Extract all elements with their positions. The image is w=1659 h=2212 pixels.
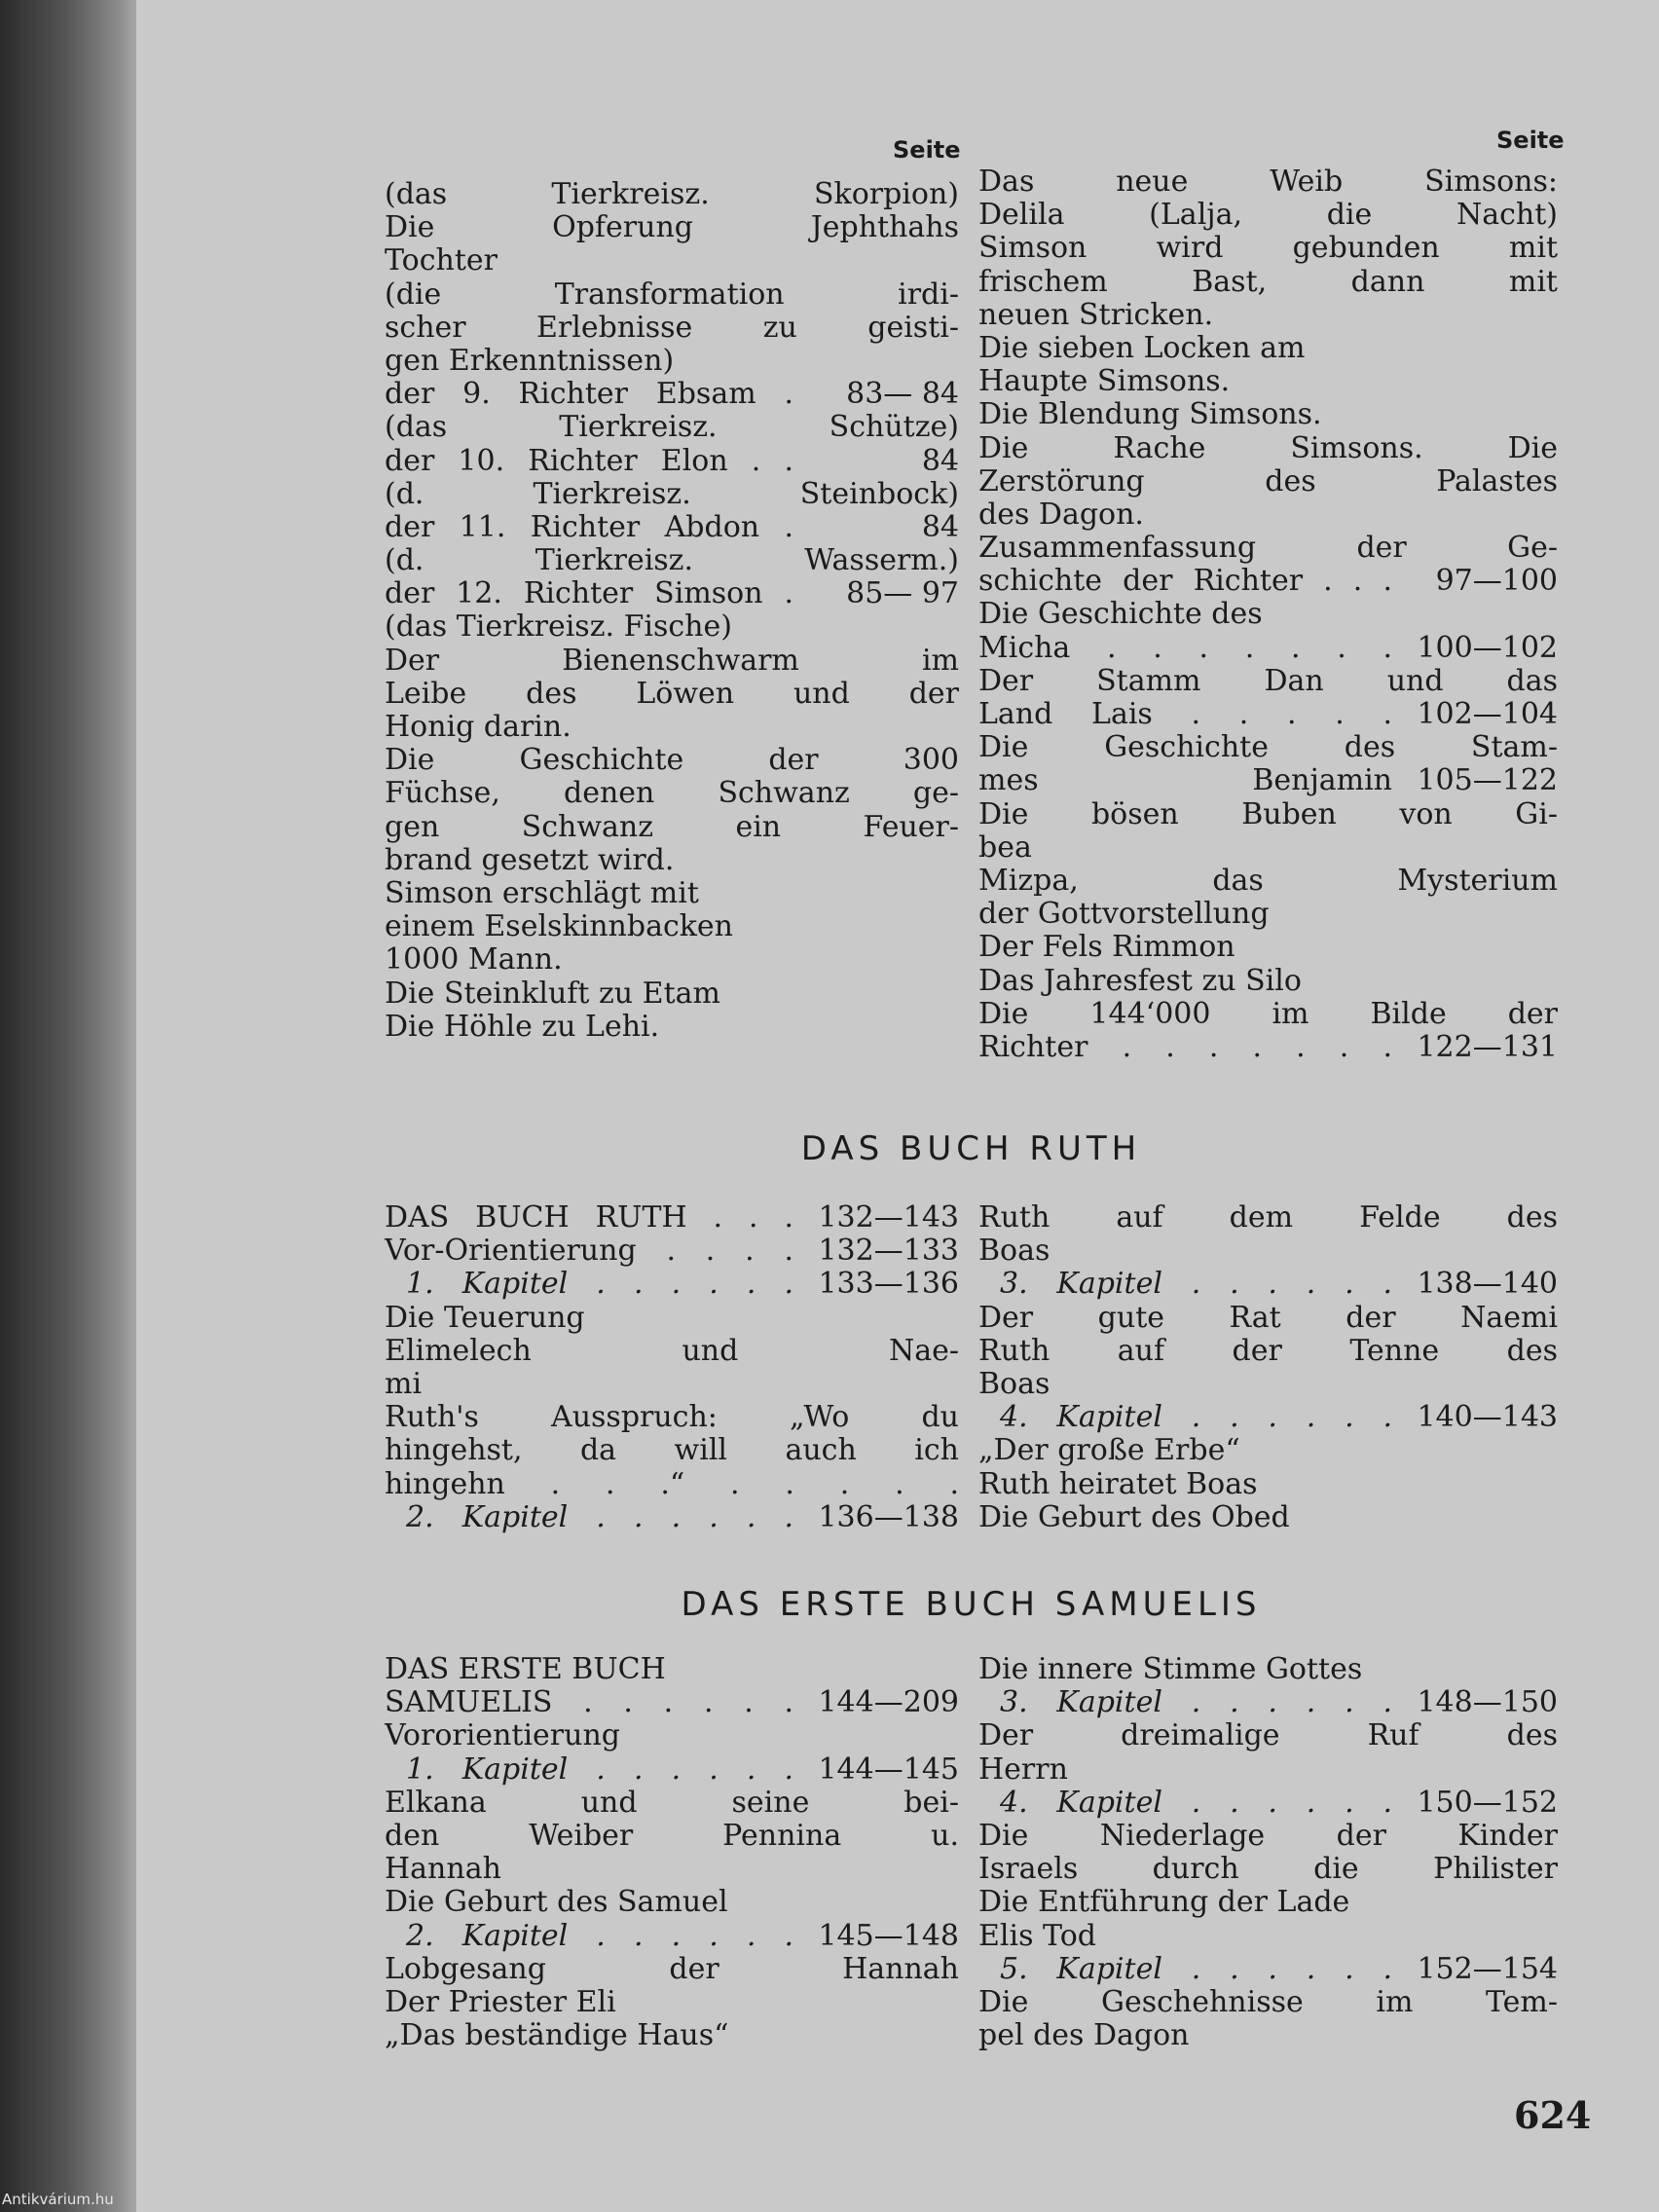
toc-entry: [978, 1787, 1558, 1820]
toc-entry: [385, 577, 959, 610]
toc-entry-text: Leibe des Löwen und der: [385, 677, 959, 711]
toc-entry-text: Die 144‘000 im Bilde der: [978, 997, 1558, 1031]
toc-entry: [978, 1335, 1558, 1368]
toc-entry-text: DAS BUCH RUTH . . .: [385, 1201, 793, 1235]
toc-entry: [978, 1753, 1558, 1787]
toc-entry-text: Honig darin.: [385, 711, 571, 744]
toc-entry-text: 5. Kapitel . . . . . .: [1000, 1952, 1392, 1986]
toc-entry-pages: 83— 84: [846, 377, 959, 412]
toc-entry-text: (das Tierkreisz. Fische): [385, 610, 732, 645]
toc-entry: [385, 610, 959, 644]
toc-entry: [978, 731, 1558, 764]
toc-entry: [385, 1268, 959, 1301]
toc-entry-text: Elkana und seine bei-: [385, 1786, 959, 1820]
toc-ruth-right: [978, 1201, 1558, 1534]
toc-entry: [978, 698, 1558, 731]
toc-entry: [978, 1920, 1558, 1953]
section-heading-ruth: DAS BUCH RUTH: [800, 1129, 1142, 1168]
toc-entry: [978, 565, 1558, 598]
toc-entry-pages: 84: [921, 509, 959, 544]
toc-entry-text: Die sieben Locken am: [978, 331, 1306, 365]
toc-entry: [385, 1719, 959, 1752]
seite-label-right: Seite: [1496, 127, 1565, 154]
toc-entry-text: 4. Kapitel . . . . . .: [1000, 1401, 1392, 1435]
toc-entry-pages: 100—102: [1417, 630, 1558, 665]
toc-entry-text: Elimelech und Nae-: [385, 1334, 959, 1368]
toc-entry-text: schichte der Richter . . .: [978, 565, 1392, 599]
toc-entry-text: 1. Kapitel . . . . . .: [406, 1752, 793, 1787]
toc-entry-text: (das Tierkreisz. Skorpion): [385, 178, 959, 211]
toc-entry-text: Tochter: [385, 244, 498, 278]
toc-entry-text: der Gottvorstellung: [978, 898, 1270, 932]
toc-entry: [978, 266, 1558, 299]
toc-entry-text: Die Geschichte des Stam-: [978, 731, 1558, 765]
toc-entry-text: Richter . . . . . . .: [978, 1030, 1392, 1064]
toc-entry: [978, 398, 1558, 431]
toc-entry-text: Zerstörung des Palastes: [978, 464, 1558, 498]
toc-entry-text: Micha . . . . . . .: [978, 631, 1392, 665]
toc-samuel-right: [978, 1653, 1558, 2052]
toc-entry-text: Der Bienenschwarm im: [385, 644, 959, 678]
toc-entry-text: mes Benjamin: [978, 764, 1392, 798]
toc-entry-pages: 133—136: [818, 1267, 959, 1302]
toc-entry-text: Elis Tod: [978, 1919, 1096, 1953]
toc-entry: [978, 1201, 1558, 1235]
toc-ruth-left: [385, 1201, 959, 1534]
toc-entry: [385, 1653, 959, 1686]
toc-entry: [385, 977, 959, 1011]
toc-entry-text: Land Lais . . . . .: [978, 698, 1392, 731]
toc-entry-pages: 132—143: [818, 1200, 959, 1235]
toc-entry: [978, 898, 1558, 931]
toc-entry-text: 2. Kapitel . . . . . .: [406, 1919, 793, 1953]
toc-entry-text: Hannah: [385, 1853, 501, 1887]
toc-entry-text: hingehst, da will auch ich: [385, 1434, 959, 1468]
toc-entry-text: Der Fels Rimmon: [978, 931, 1235, 965]
toc-entry-text: SAMUELIS . . . . . .: [385, 1686, 793, 1720]
toc-entry: [978, 1368, 1558, 1401]
toc-entry-text: Die Geschehnisse im Tem-: [978, 1985, 1558, 2019]
toc-entry-pages: 145—148: [818, 1918, 959, 1953]
toc-entry: [385, 445, 959, 478]
toc-entry-pages: 97—100: [1435, 564, 1558, 599]
toc-entry: [385, 278, 959, 312]
toc-entry-text: Ruth auf der Tenne des: [978, 1334, 1558, 1368]
toc-entry-text: (die Transformation irdi-: [385, 277, 959, 312]
toc-entry: [978, 1820, 1558, 1853]
section-heading-samuel: DAS ERSTE BUCH SAMUELIS: [681, 1585, 1262, 1624]
toc-entry-pages: 136—138: [818, 1499, 959, 1534]
toc-entry: [978, 332, 1558, 365]
toc-entry-text: der 9. Richter Ebsam .: [385, 378, 793, 412]
toc-entry: [978, 1719, 1558, 1752]
toc-entry: [385, 1920, 959, 1953]
toc-entry: [978, 232, 1558, 265]
toc-entry: [385, 478, 959, 511]
toc-entry-pages: 152—154: [1417, 1951, 1558, 1986]
toc-entry-text: bea: [978, 830, 1032, 865]
toc-entry: [978, 865, 1558, 898]
toc-entry: [385, 1468, 959, 1501]
toc-entry: [385, 1753, 959, 1787]
toc-entry: [385, 178, 959, 211]
toc-entry: [385, 777, 959, 810]
toc-entry-text: gen Schwanz ein Feuer-: [385, 810, 959, 844]
seite-label-left: Seite: [893, 136, 961, 164]
toc-entry: [978, 498, 1558, 532]
toc-entry-text: Die Steinkluft zu Etam: [385, 977, 720, 1011]
toc-entry: [978, 998, 1558, 1031]
toc-entry-text: Ruth heiratet Boas: [978, 1467, 1258, 1501]
toc-entry-text: (d. Tierkreisz. Steinbock): [385, 477, 959, 511]
toc-entry-text: Das neue Weib Simsons:: [978, 166, 1558, 199]
toc-entry-text: 3. Kapitel . . . . . .: [1000, 1686, 1392, 1720]
toc-entry: [385, 244, 959, 277]
toc-entry-text: Das Jahresfest zu Silo: [978, 964, 1302, 998]
toc-entry-text: Füchse, denen Schwanz ge-: [385, 777, 959, 811]
toc-entry-text: Die Geburt des Samuel: [385, 1886, 728, 1920]
toc-entry: [385, 1501, 959, 1534]
toc-entry: [385, 1886, 959, 1919]
toc-entry-text: Simson erschlägt mit: [385, 876, 699, 910]
toc-entry-text: gen Erkenntnissen): [385, 344, 675, 378]
toc-entry-pages: 85— 97: [846, 576, 959, 611]
toc-entry-text: Der gute Rat der Naemi: [978, 1301, 1558, 1335]
toc-entry: [385, 811, 959, 844]
toc-entry-text: Boas: [978, 1235, 1051, 1269]
toc-entry: [385, 411, 959, 444]
toc-entry: [978, 299, 1558, 332]
toc-top-right: [978, 166, 1558, 1064]
toc-entry: [978, 1031, 1558, 1064]
toc-entry-text: Ruth auf dem Felde des: [978, 1201, 1558, 1235]
toc-entry: [385, 645, 959, 678]
toc-entry-text: 2. Kapitel . . . . . .: [406, 1500, 793, 1534]
toc-entry-text: Israels durch die Philister: [978, 1853, 1558, 1887]
toc-entry-text: Boas: [978, 1367, 1051, 1401]
toc-entry-text: Die Höhle zu Lehi.: [385, 1010, 660, 1044]
toc-entry: [385, 1787, 959, 1820]
toc-entry-text: Mizpa, das Mysterium: [978, 864, 1558, 898]
toc-entry-text: neuen Stricken.: [978, 298, 1214, 332]
toc-entry-text: mi: [385, 1367, 423, 1401]
toc-entry: [385, 1434, 959, 1467]
toc-entry-text: Vor-Orientierung . . . .: [385, 1235, 793, 1269]
toc-entry-pages: 122—131: [1417, 1029, 1558, 1064]
toc-entry-text: brand gesetzt wird.: [385, 843, 675, 877]
toc-entry: [978, 166, 1558, 199]
toc-entry-text: Die Geschichte des: [978, 598, 1263, 632]
toc-entry-text: einem Eselskinnbacken: [385, 910, 734, 944]
toc-entry-pages: 148—150: [1417, 1685, 1558, 1720]
toc-entry: [385, 1235, 959, 1268]
toc-entry-text: Die Geschichte der 300: [385, 744, 959, 778]
toc-entry-text: 4. Kapitel . . . . . .: [1000, 1786, 1392, 1820]
toc-entry: [385, 1368, 959, 1401]
toc-entry-text: Die Blendung Simsons.: [978, 398, 1322, 432]
toc-entry-text: Der Stamm Dan und das: [978, 664, 1558, 698]
toc-entry: [385, 312, 959, 345]
toc-entry: [978, 1434, 1558, 1467]
toc-entry: [385, 678, 959, 711]
toc-entry: [978, 632, 1558, 665]
toc-samuel-left: [385, 1653, 959, 2052]
toc-entry: [978, 532, 1558, 565]
page-number: 624: [1514, 2093, 1592, 2137]
toc-entry-text: Die Niederlage der Kinder: [978, 1819, 1558, 1853]
toc-entry: [978, 199, 1558, 232]
toc-entry-pages: 150—152: [1417, 1785, 1558, 1820]
toc-entry: [978, 1953, 1558, 1986]
toc-entry-text: Die Teuerung: [385, 1301, 585, 1335]
toc-entry-text: Die innere Stimme Gottes: [978, 1653, 1363, 1686]
toc-entry: [385, 744, 959, 777]
toc-entry-text: Die Opferung Jephthahs: [385, 211, 959, 245]
toc-entry: [385, 1686, 959, 1719]
toc-entry-text: (d. Tierkreisz. Wasserm.): [385, 544, 959, 578]
toc-entry-pages: 84: [921, 443, 959, 478]
toc-entry-text: Zusammenfassung der Ge-: [978, 532, 1558, 566]
toc-entry-text: Der Priester Eli: [385, 1985, 616, 2019]
toc-entry-text: Lobgesang der Hannah: [385, 1952, 959, 1986]
toc-entry: [385, 844, 959, 877]
toc-entry-text: Herrn: [978, 1752, 1068, 1787]
toc-entry: [978, 1302, 1558, 1335]
toc-entry: [385, 877, 959, 910]
toc-entry: [978, 365, 1558, 398]
toc-entry-text: „Der große Erbe“: [978, 1434, 1240, 1468]
toc-entry: [978, 831, 1558, 865]
toc-entry: [978, 1986, 1558, 2019]
toc-entry: [978, 965, 1558, 998]
toc-entry-text: (das Tierkreisz. Schütze): [385, 411, 959, 445]
toc-entry-text: Der dreimalige Ruf des: [978, 1719, 1558, 1753]
toc-entry-text: pel des Dagon: [978, 2019, 1190, 2053]
toc-entry: [385, 1853, 959, 1886]
toc-entry-text: Die Rache Simsons. Die: [978, 431, 1558, 465]
toc-entry: [385, 1401, 959, 1434]
toc-entry-text: DAS ERSTE BUCH: [385, 1653, 666, 1686]
toc-entry: [978, 1886, 1558, 1919]
toc-entry-text: der 12. Richter Simson .: [385, 577, 793, 611]
toc-entry: [978, 764, 1558, 797]
toc-entry: [978, 598, 1558, 631]
toc-entry: [978, 432, 1558, 465]
toc-entry-text: Simson wird gebunden mit: [978, 232, 1558, 266]
toc-entry-text: Die bösen Buben von Gi-: [978, 797, 1558, 831]
toc-entry: [385, 1011, 959, 1044]
toc-entry: [385, 910, 959, 943]
toc-entry: [385, 2019, 959, 2052]
watermark: Antikvárium.hu: [2, 2191, 114, 2208]
toc-entry: [385, 1953, 959, 1986]
toc-entry-text: Haupte Simsons.: [978, 365, 1231, 399]
toc-entry-pages: 102—104: [1417, 697, 1558, 731]
toc-entry-pages: 132—133: [818, 1234, 959, 1269]
toc-entry: [978, 1653, 1558, 1686]
toc-entry: [385, 345, 959, 378]
toc-entry: [385, 378, 959, 411]
toc-entry-text: Die Entführung der Lade: [978, 1886, 1350, 1920]
toc-entry: [978, 1401, 1558, 1434]
toc-entry: [978, 1268, 1558, 1301]
toc-entry-text: Vororientierung: [385, 1719, 620, 1753]
toc-entry-pages: 105—122: [1417, 763, 1558, 798]
toc-entry-text: Delila (Lalja, die Nacht): [978, 199, 1558, 233]
toc-entry: [978, 2019, 1558, 2052]
toc-entry: [978, 1686, 1558, 1719]
toc-entry: [385, 943, 959, 977]
toc-entry-pages: 144—209: [818, 1685, 959, 1720]
toc-entry-text: scher Erlebnisse zu geisti-: [385, 311, 959, 345]
toc-entry: [385, 511, 959, 544]
toc-entry-pages: 140—143: [1417, 1400, 1558, 1435]
toc-entry-text: „Das beständige Haus“: [385, 2019, 729, 2053]
toc-entry: [385, 1201, 959, 1235]
toc-entry: [978, 1853, 1558, 1886]
toc-entry: [385, 1986, 959, 2019]
toc-entry-text: der 10. Richter Elon . .: [385, 444, 793, 478]
toc-entry: [385, 1820, 959, 1853]
toc-entry: [978, 1235, 1558, 1268]
toc-top-left: [385, 178, 959, 1044]
toc-entry-text: 3. Kapitel . . . . . .: [1000, 1268, 1392, 1302]
toc-entry: [978, 798, 1558, 831]
toc-entry: [978, 931, 1558, 964]
toc-entry-text: 1. Kapitel . . . . . .: [406, 1268, 793, 1302]
toc-entry: [978, 1468, 1558, 1501]
toc-entry: [978, 1501, 1558, 1534]
toc-entry: [978, 665, 1558, 698]
toc-entry-text: des Dagon.: [978, 498, 1144, 532]
toc-entry-text: hingehn . . .“ . . . . .: [385, 1467, 959, 1501]
toc-entry: [385, 1302, 959, 1335]
toc-entry: [385, 211, 959, 244]
toc-entry-text: Ruth's Ausspruch: „Wo du: [385, 1401, 959, 1435]
toc-entry-text: 1000 Mann.: [385, 943, 563, 977]
toc-entry-text: Die Geburt des Obed: [978, 1500, 1290, 1534]
toc-entry-pages: 138—140: [1417, 1267, 1558, 1302]
toc-entry: [385, 544, 959, 577]
book-binding: [0, 0, 146, 2212]
toc-entry: [978, 465, 1558, 498]
toc-entry: [385, 1335, 959, 1368]
toc-entry: [385, 711, 959, 744]
toc-entry-text: den Weiber Pennina u.: [385, 1819, 959, 1853]
toc-entry-text: der 11. Richter Abdon .: [385, 510, 793, 544]
toc-entry-pages: 144—145: [818, 1751, 959, 1787]
toc-entry-text: frischem Bast, dann mit: [978, 265, 1558, 299]
